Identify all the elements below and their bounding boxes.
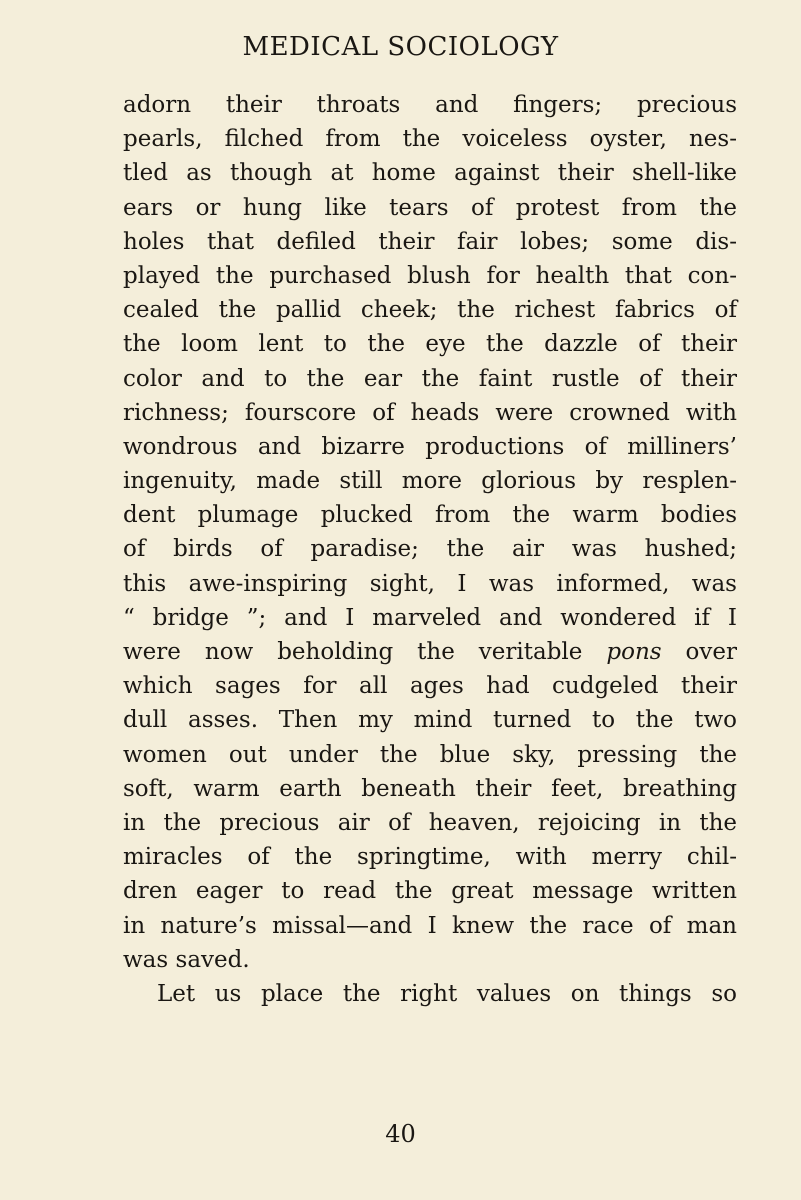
text-line: holes that defiled their fair lobes; some dis- (123, 228, 737, 255)
paragraph-end-line: was saved. (123, 946, 250, 973)
text-line: tled as though at home against their shell-like (123, 160, 737, 187)
pons-line-before: were now beholding the veritable (123, 639, 607, 665)
text-line: this awe-inspiring sight, I was informed, was (123, 570, 737, 597)
text-line: dren eager to read the great message written (123, 878, 737, 905)
pons-italic-word: pons (606, 639, 662, 665)
text-line: the loom lent to the eye the dazzle of their (123, 331, 737, 358)
text-line: wondrous and bizarre productions of milliners’ (123, 433, 737, 460)
pons-line-after: over (661, 639, 737, 665)
text-line: dull asses. Then my mind turned to the two (123, 707, 737, 734)
text-line: of birds of paradise; the air was hushed; (123, 536, 737, 563)
text-line: cealed the pallid cheek; the richest fabrics of (123, 297, 737, 324)
text-line: played the purchased blush for health that con- (123, 262, 737, 289)
text-line: which sages for all ages had cudgeled their (123, 673, 737, 700)
page-number: 40 (385, 1120, 416, 1148)
body-text (123, 88, 737, 1011)
text-line: miracles of the springtime, with merry chil- (123, 844, 737, 871)
text-line: dent plumage plucked from the warm bodies (123, 502, 737, 529)
text-line: soft, warm earth beneath their feet, breathing (123, 775, 737, 802)
text-line: ears or hung like tears of protest from the (123, 194, 737, 221)
text-line: color and to the ear the faint rustle of their (123, 365, 737, 392)
paragraph-start-line: Let us place the right values on things so (157, 980, 737, 1007)
text-line: pearls, filched from the voiceless oyster, nes- (123, 126, 737, 153)
text-line: in nature’s missal—and I knew the race of man (123, 912, 737, 939)
text-line: women out under the blue sky, pressing the (123, 741, 737, 768)
text-line: richness; fourscore of heads were crowned with (123, 399, 737, 426)
text-line-pons (123, 635, 737, 669)
text-line: ingenuity, made still more glorious by resplen- (123, 468, 737, 495)
text-line: adorn their throats and fingers; precious (123, 92, 737, 118)
running-head: MEDICAL SOCIOLOGY (242, 32, 559, 62)
text-line: in the precious air of heaven, rejoicing in the (123, 809, 737, 836)
text-line: “ bridge ”; and I marveled and wondered if I (123, 604, 737, 631)
